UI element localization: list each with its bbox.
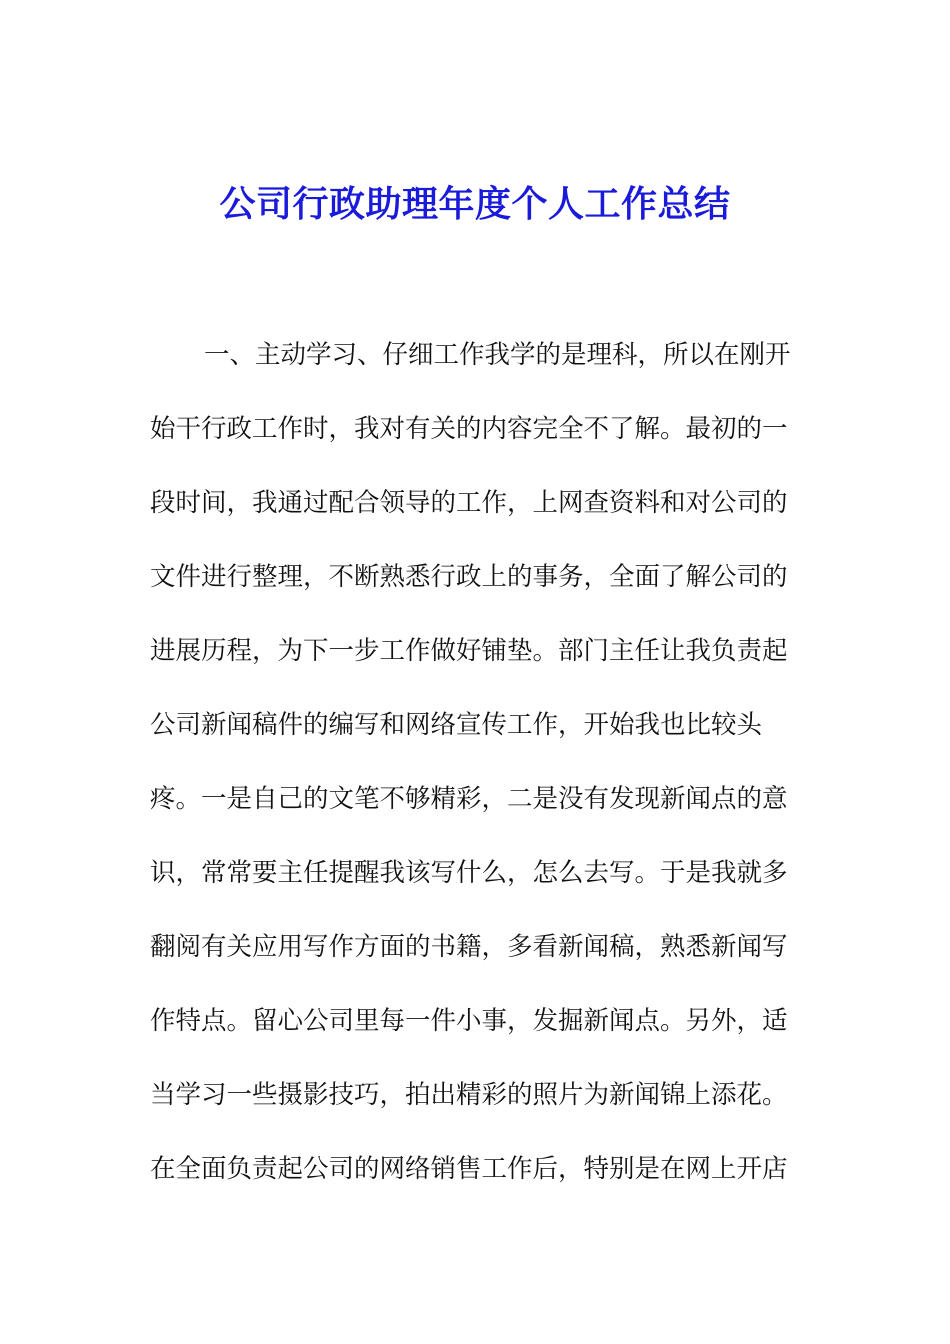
document-title: 公司行政助理年度个人工作总结 [219, 183, 731, 225]
body-line-5: 进展历程，为下一步工作做好铺垫。部门主任让我负责起 [150, 636, 788, 666]
body-line-11: 当学习一些摄影技巧，拍出精彩的照片为新闻锦上添花。 [150, 1080, 788, 1110]
body-line-6: 公司新闻稿件的编写和网络宣传工作，开始我也比较头 [150, 710, 763, 740]
body-line-3: 段时间，我通过配合领导的工作，上网查资料和对公司的 [150, 488, 788, 518]
body-line-10: 作特点。留心公司里每一件小事，发掘新闻点。另外，适 [150, 1006, 788, 1036]
body-line-8: 识，常常要主任提醒我该写什么，怎么去写。于是我就多 [150, 858, 788, 888]
body-line-9: 翻阅有关应用写作方面的书籍，多看新闻稿，熟悉新闻写 [150, 932, 788, 962]
body-line-4: 文件进行整理，不断熟悉行政上的事务，全面了解公司的 [150, 562, 788, 592]
body-line-7: 疼。一是自己的文笔不够精彩，二是没有发现新闻点的意 [150, 784, 788, 814]
body-line-12: 在全面负责起公司的网络销售工作后，特别是在网上开店 [150, 1154, 788, 1184]
body-line-2: 始干行政工作时，我对有关的内容完全不了解。最初的一 [150, 414, 788, 444]
document-body [150, 326, 800, 1214]
body-line-1: 一、主动学习、仔细工作我学的是理科，所以在刚开 [204, 340, 791, 370]
